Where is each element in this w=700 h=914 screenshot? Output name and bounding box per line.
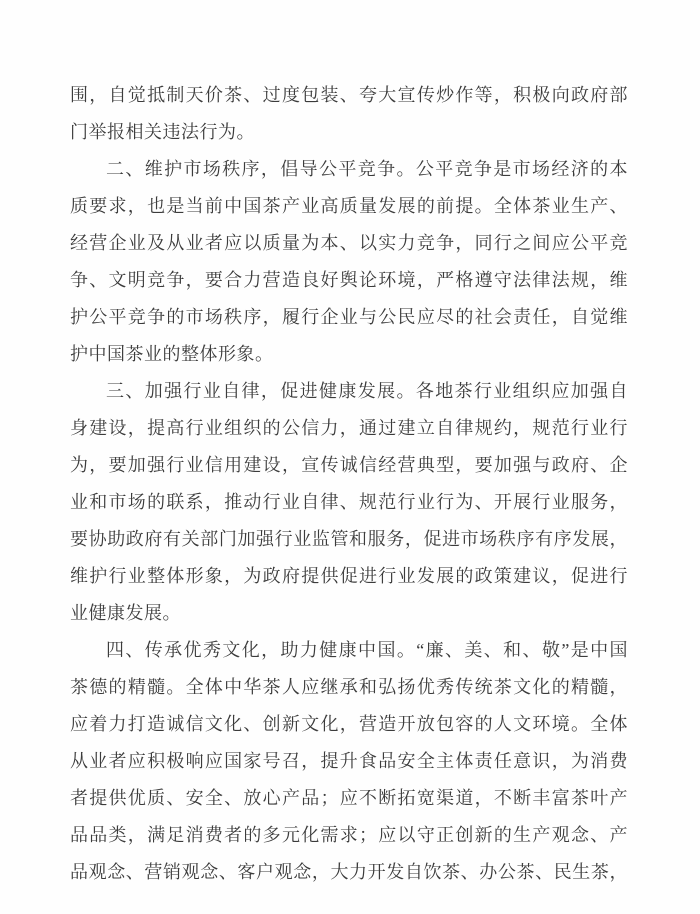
text-line: 为，要加强行业信用建设，宣传诚信经营典型，要加强与政府、企	[70, 455, 628, 475]
text-line: 护公平竞争的市场秩序，履行企业与公民应尽的社会责任，自觉维	[70, 307, 628, 327]
text-line: 应着力打造诚信文化、创新文化，营造开放包容的人文环境。全体	[70, 714, 628, 734]
text-line: 二、维护市场秩序，倡导公平竞争。公平竞争是市场经济的本	[106, 159, 628, 179]
text-line: 维护行业整体形象，为政府提供促进行业发展的政策建议，促进行	[70, 566, 628, 586]
text-line: 经营企业及从业者应以质量为本、以实力竞争，同行之间应公平竞	[70, 233, 628, 253]
text-line: 争、文明竞争，要合力营造良好舆论环境，严格遵守法律法规，维	[70, 270, 628, 290]
text-line: 者提供优质、安全、放心产品；应不断拓宽渠道，不断丰富茶叶产	[70, 788, 628, 808]
text-line: 三、加强行业自律，促进健康发展。各地茶行业组织应加强自	[106, 381, 628, 401]
text-line: 门举报相关违法行为。	[70, 122, 255, 142]
text-line: 品品类，满足消费者的多元化需求；应以守正创新的生产观念、产	[70, 825, 628, 845]
text-line: 业健康发展。	[70, 603, 181, 623]
text-line: 四、传承优秀文化，助力健康中国。“廉、美、和、敬”是中国	[106, 640, 628, 660]
text-line: 围，自觉抵制天价茶、过度包装、夸大宣传炒作等，积极向政府部	[70, 85, 628, 105]
text-line: 质要求，也是当前中国茶产业高质量发展的前提。全体茶业生产、	[70, 196, 628, 216]
text-line: 从业者应积极响应国家号召，提升食品安全主体责任意识，为消费	[70, 751, 628, 771]
text-line: 身建设，提高行业组织的公信力，通过建立自律规约，规范行业行	[70, 418, 628, 438]
text-line: 业和市场的联系，推动行业自律、规范行业行为、开展行业服务，	[70, 492, 628, 512]
text-line: 要协助政府有关部门加强行业监管和服务，促进市场秩序有序发展，	[70, 529, 628, 549]
text-line: 品观念、营销观念、客户观念，大力开发自饮茶、办公茶、民生茶，	[70, 862, 628, 882]
text-line: 护中国茶业的整体形象。	[70, 344, 274, 364]
text-line: 茶德的精髓。全体中华茶人应继承和弘扬优秀传统茶文化的精髓，	[70, 677, 628, 697]
document-body	[70, 77, 628, 891]
